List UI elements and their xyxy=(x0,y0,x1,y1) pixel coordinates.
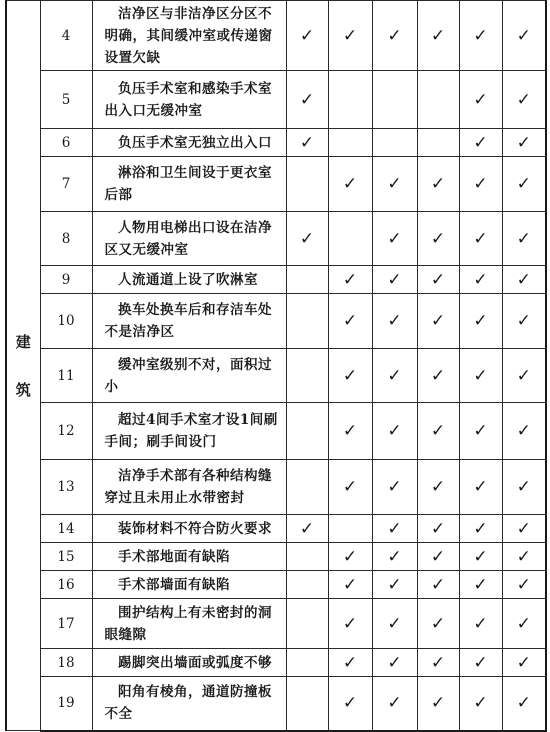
check-cell xyxy=(502,460,546,515)
check-mark-icon: ✓ xyxy=(430,269,446,290)
check-mark-icon: ✓ xyxy=(473,89,488,110)
check-mark-icon: ✓ xyxy=(430,421,446,441)
defect-description-cell xyxy=(92,157,286,212)
check-mark-icon: ✓ xyxy=(299,25,315,46)
check-cell xyxy=(417,677,459,731)
check-mark-icon: ✓ xyxy=(342,311,358,331)
check-cell xyxy=(286,649,328,677)
check-mark-icon: ✓ xyxy=(430,365,446,386)
defect-description-cell xyxy=(92,460,286,515)
check-mark-icon: ✓ xyxy=(430,228,446,249)
table-row xyxy=(6,460,546,515)
check-cell xyxy=(286,677,328,731)
check-mark-icon: ✓ xyxy=(387,652,402,673)
check-mark-icon: ✓ xyxy=(387,693,402,714)
check-mark-icon: ✓ xyxy=(430,518,446,539)
check-cell xyxy=(459,212,502,266)
check-cell xyxy=(328,571,372,599)
check-mark-icon: ✓ xyxy=(516,421,531,441)
check-cell xyxy=(502,71,546,129)
check-cell xyxy=(417,515,459,543)
check-mark-icon: ✓ xyxy=(473,574,488,595)
check-cell xyxy=(286,349,328,403)
check-cell xyxy=(459,571,502,599)
table-row xyxy=(6,599,546,649)
check-cell xyxy=(502,543,546,571)
check-mark-icon: ✓ xyxy=(516,89,531,110)
check-cell xyxy=(502,129,546,157)
check-mark-icon: ✓ xyxy=(473,693,488,714)
row-number: 15 xyxy=(40,543,92,571)
check-cell xyxy=(417,212,459,266)
table-row xyxy=(6,1,546,71)
check-mark-icon: ✓ xyxy=(430,652,446,673)
check-mark-icon: ✓ xyxy=(387,613,402,634)
check-cell xyxy=(286,157,328,212)
check-cell xyxy=(328,266,372,294)
defect-description: 踢脚突出墙面或弧度不够 xyxy=(118,654,272,671)
check-mark-icon: ✓ xyxy=(473,613,488,634)
check-mark-icon: ✓ xyxy=(516,574,531,595)
check-mark-icon: ✓ xyxy=(299,518,315,539)
row-number: 12 xyxy=(40,403,92,460)
check-cell xyxy=(328,349,372,403)
check-cell xyxy=(328,543,372,571)
check-cell xyxy=(372,1,417,71)
defects-table xyxy=(5,0,547,732)
defect-description: 手术部墙面有缺陷 xyxy=(118,576,230,593)
row-number: 6 xyxy=(40,129,92,157)
check-mark-icon: ✓ xyxy=(342,25,358,46)
check-mark-icon: ✓ xyxy=(430,174,446,194)
defect-description: 负压手术室和感染手术室出入口无缓冲室 xyxy=(104,80,272,119)
defect-description-cell xyxy=(92,129,286,157)
check-mark-icon: ✓ xyxy=(387,365,402,386)
table-row xyxy=(6,677,546,731)
table-row xyxy=(6,266,546,294)
check-cell xyxy=(417,71,459,129)
check-mark-icon: ✓ xyxy=(516,269,531,290)
check-mark-icon: ✓ xyxy=(473,518,488,539)
check-cell xyxy=(328,677,372,731)
check-cell xyxy=(459,1,502,71)
defect-description-cell xyxy=(92,571,286,599)
table-row xyxy=(6,543,546,571)
check-mark-icon: ✓ xyxy=(430,25,446,46)
check-mark-icon: ✓ xyxy=(516,518,531,539)
check-mark-icon: ✓ xyxy=(473,132,488,153)
check-mark-icon: ✓ xyxy=(516,311,531,331)
check-cell xyxy=(417,349,459,403)
table-body xyxy=(6,1,546,731)
row-number: 7 xyxy=(40,157,92,212)
check-mark-icon: ✓ xyxy=(473,652,488,673)
defect-description-cell xyxy=(92,1,286,71)
check-mark-icon: ✓ xyxy=(299,89,315,110)
check-cell xyxy=(372,349,417,403)
check-cell xyxy=(372,212,417,266)
check-mark-icon: ✓ xyxy=(473,174,488,194)
check-mark-icon: ✓ xyxy=(387,546,402,567)
check-cell xyxy=(417,649,459,677)
defect-description-cell xyxy=(92,212,286,266)
check-cell xyxy=(286,460,328,515)
check-mark-icon: ✓ xyxy=(516,613,531,634)
table-row xyxy=(6,294,546,349)
defect-description-cell xyxy=(92,677,286,731)
check-cell xyxy=(286,403,328,460)
check-cell xyxy=(502,515,546,543)
check-cell xyxy=(417,599,459,649)
check-mark-icon: ✓ xyxy=(516,546,531,567)
check-mark-icon: ✓ xyxy=(516,25,531,46)
check-mark-icon: ✓ xyxy=(342,546,358,567)
check-cell xyxy=(459,349,502,403)
check-mark-icon: ✓ xyxy=(516,365,531,386)
row-number: 4 xyxy=(40,1,92,71)
check-cell xyxy=(372,157,417,212)
category-label: 筑 xyxy=(15,380,31,399)
check-cell xyxy=(286,515,328,543)
check-mark-icon: ✓ xyxy=(430,574,446,595)
check-mark-icon: ✓ xyxy=(516,132,531,153)
check-cell xyxy=(417,157,459,212)
check-cell xyxy=(459,129,502,157)
check-cell xyxy=(417,266,459,294)
check-cell xyxy=(286,599,328,649)
check-mark-icon: ✓ xyxy=(516,174,531,194)
check-cell xyxy=(502,403,546,460)
check-cell xyxy=(459,677,502,731)
row-number: 9 xyxy=(40,266,92,294)
check-mark-icon: ✓ xyxy=(342,477,358,497)
row-number: 11 xyxy=(40,349,92,403)
check-cell xyxy=(372,460,417,515)
check-mark-icon: ✓ xyxy=(387,228,402,249)
check-cell xyxy=(328,294,372,349)
check-cell xyxy=(372,266,417,294)
defect-description-cell xyxy=(92,403,286,460)
defect-description-cell xyxy=(92,294,286,349)
check-mark-icon: ✓ xyxy=(516,228,531,249)
check-mark-icon: ✓ xyxy=(430,693,446,714)
check-cell xyxy=(502,599,546,649)
check-mark-icon: ✓ xyxy=(387,518,402,539)
check-cell xyxy=(502,266,546,294)
check-mark-icon: ✓ xyxy=(342,574,358,595)
check-mark-icon: ✓ xyxy=(473,269,488,290)
check-cell xyxy=(417,571,459,599)
check-mark-icon: ✓ xyxy=(516,693,531,714)
check-mark-icon: ✓ xyxy=(387,269,402,290)
check-mark-icon: ✓ xyxy=(387,311,402,331)
defect-description-cell xyxy=(92,599,286,649)
check-mark-icon: ✓ xyxy=(516,477,531,497)
row-number: 19 xyxy=(40,677,92,731)
check-cell xyxy=(417,129,459,157)
check-cell xyxy=(372,571,417,599)
table-row xyxy=(6,212,546,266)
defect-description: 负压手术室无独立出入口 xyxy=(118,134,272,151)
check-cell xyxy=(328,1,372,71)
check-mark-icon: ✓ xyxy=(473,421,488,441)
check-cell xyxy=(502,649,546,677)
check-cell xyxy=(502,349,546,403)
check-cell xyxy=(328,212,372,266)
check-cell xyxy=(459,157,502,212)
check-cell xyxy=(372,294,417,349)
check-cell xyxy=(328,129,372,157)
check-cell xyxy=(417,1,459,71)
check-mark-icon: ✓ xyxy=(342,613,358,634)
check-cell xyxy=(459,460,502,515)
check-cell xyxy=(459,266,502,294)
check-cell xyxy=(502,212,546,266)
check-mark-icon: ✓ xyxy=(473,365,488,386)
defect-description: 阳角有棱角，通道防撞板不全 xyxy=(104,684,272,723)
check-cell xyxy=(286,294,328,349)
check-cell xyxy=(286,266,328,294)
check-cell xyxy=(286,571,328,599)
check-cell xyxy=(286,71,328,129)
check-cell xyxy=(372,515,417,543)
table-row xyxy=(6,157,546,212)
check-cell xyxy=(502,294,546,349)
row-number: 8 xyxy=(40,212,92,266)
check-cell xyxy=(417,460,459,515)
defect-description: 淋浴和卫生间设于更衣室后部 xyxy=(104,165,272,203)
check-cell xyxy=(372,649,417,677)
check-cell xyxy=(502,571,546,599)
check-cell xyxy=(417,403,459,460)
check-mark-icon: ✓ xyxy=(342,365,358,386)
check-cell xyxy=(459,515,502,543)
check-cell xyxy=(417,294,459,349)
defect-description: 装饰材料不符合防火要求 xyxy=(118,520,272,537)
defect-description: 洁净区与非洁净区分区不明确，其间缓冲室或传递窗设置欠缺 xyxy=(104,5,273,66)
check-cell xyxy=(328,460,372,515)
row-number: 18 xyxy=(40,649,92,677)
check-cell xyxy=(286,212,328,266)
check-mark-icon: ✓ xyxy=(430,546,446,567)
defect-description-cell xyxy=(92,515,286,543)
check-mark-icon: ✓ xyxy=(516,652,531,673)
check-cell xyxy=(328,649,372,677)
check-cell xyxy=(417,543,459,571)
check-cell xyxy=(372,677,417,731)
defect-description-cell xyxy=(92,543,286,571)
check-mark-icon: ✓ xyxy=(387,421,402,441)
defect-description: 人流通道上设了吹淋室 xyxy=(118,271,258,288)
check-cell xyxy=(328,403,372,460)
defect-description: 围护结构上有未密封的洞眼缝隙 xyxy=(104,604,272,643)
check-mark-icon: ✓ xyxy=(299,132,315,153)
defect-description: 洁净手术部有各种结构缝穿过且未用止水带密封 xyxy=(104,468,272,506)
check-cell xyxy=(328,157,372,212)
row-number: 14 xyxy=(40,515,92,543)
check-mark-icon: ✓ xyxy=(342,693,358,714)
table-row xyxy=(6,571,546,599)
check-mark-icon: ✓ xyxy=(387,25,402,46)
check-mark-icon: ✓ xyxy=(299,228,315,249)
table-row xyxy=(6,71,546,129)
check-mark-icon: ✓ xyxy=(473,228,488,249)
check-cell xyxy=(372,599,417,649)
table-row xyxy=(6,515,546,543)
check-mark-icon: ✓ xyxy=(473,25,488,46)
defect-description: 手术部地面有缺陷 xyxy=(118,548,230,565)
check-cell xyxy=(372,129,417,157)
row-number: 10 xyxy=(40,294,92,349)
defect-description: 人物用电梯出口设在洁净区又无缓冲室 xyxy=(104,219,272,258)
check-mark-icon: ✓ xyxy=(342,174,358,194)
check-cell xyxy=(459,543,502,571)
defect-description-cell xyxy=(92,71,286,129)
category-label: 建 xyxy=(15,332,31,351)
check-mark-icon: ✓ xyxy=(387,174,402,194)
check-cell xyxy=(459,599,502,649)
check-cell xyxy=(459,649,502,677)
table-row xyxy=(6,403,546,460)
check-cell xyxy=(459,294,502,349)
check-cell xyxy=(286,129,328,157)
row-number: 16 xyxy=(40,571,92,599)
table-row xyxy=(6,649,546,677)
check-cell xyxy=(328,71,372,129)
check-mark-icon: ✓ xyxy=(430,477,446,497)
check-cell xyxy=(328,515,372,543)
check-mark-icon: ✓ xyxy=(473,546,488,567)
check-mark-icon: ✓ xyxy=(430,613,446,634)
check-cell xyxy=(459,403,502,460)
row-number: 17 xyxy=(40,599,92,649)
check-mark-icon: ✓ xyxy=(342,269,358,290)
defect-description-cell xyxy=(92,649,286,677)
check-mark-icon: ✓ xyxy=(387,574,402,595)
check-cell xyxy=(286,1,328,71)
check-mark-icon: ✓ xyxy=(473,477,488,497)
row-number: 13 xyxy=(40,460,92,515)
defect-description: 缓冲室级别不对，面积过小 xyxy=(104,356,272,395)
check-cell xyxy=(372,543,417,571)
check-cell xyxy=(502,1,546,71)
check-cell xyxy=(372,403,417,460)
check-cell xyxy=(502,677,546,731)
table-row xyxy=(6,349,546,403)
row-number: 5 xyxy=(40,71,92,129)
category-cell xyxy=(6,1,40,731)
defect-description-cell xyxy=(92,266,286,294)
check-cell xyxy=(459,71,502,129)
defect-description-cell xyxy=(92,349,286,403)
check-cell xyxy=(372,71,417,129)
check-mark-icon: ✓ xyxy=(430,311,446,331)
check-cell xyxy=(502,157,546,212)
defect-description: 超过4间手术室才设1间刷手间；刷手间设门 xyxy=(104,412,278,450)
check-mark-icon: ✓ xyxy=(342,421,358,441)
check-cell xyxy=(328,599,372,649)
check-cell xyxy=(286,543,328,571)
check-mark-icon: ✓ xyxy=(387,477,402,497)
check-mark-icon: ✓ xyxy=(342,652,358,673)
check-mark-icon: ✓ xyxy=(473,311,488,331)
table-row xyxy=(6,129,546,157)
defect-description: 换车处换车后和存洁车处不是洁净区 xyxy=(104,302,272,340)
